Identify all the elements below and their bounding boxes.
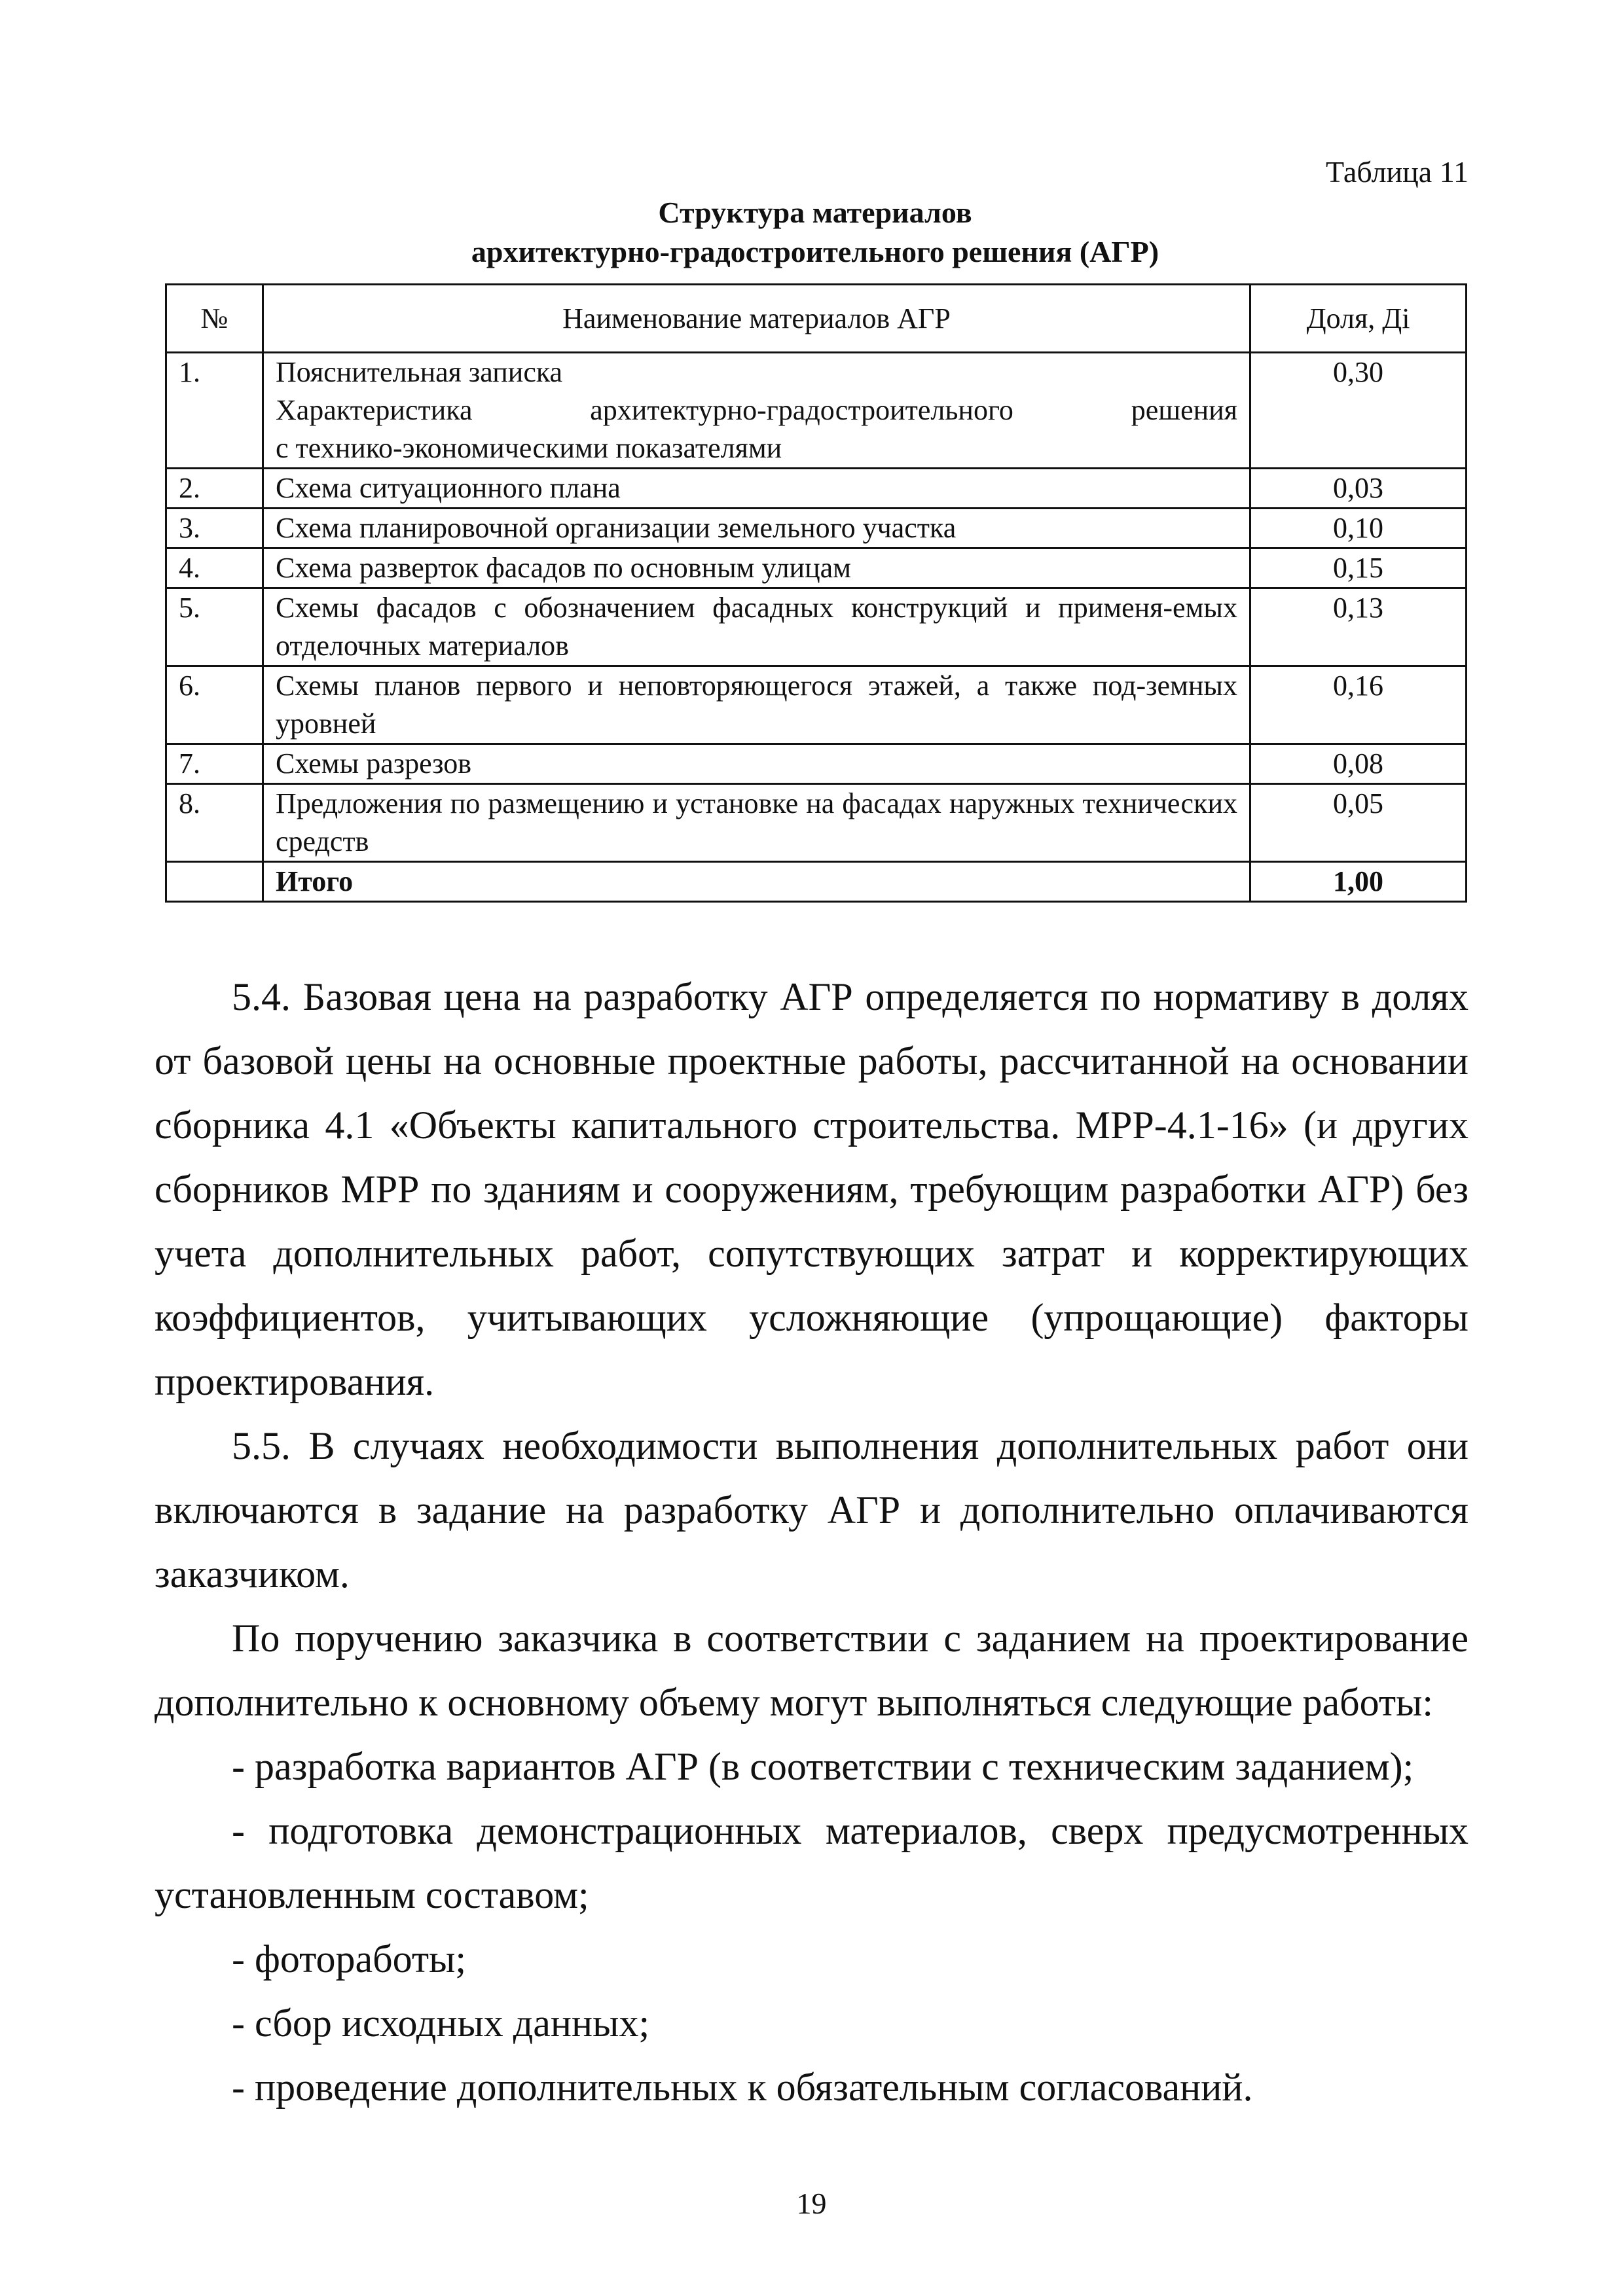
row-number: 5. [166, 588, 263, 666]
list-item: - разработка вариантов АГР (в соответствии с техническим заданием); [232, 1745, 1414, 1788]
table-row [166, 744, 1467, 784]
table-row [166, 509, 1467, 548]
table-total-row [166, 862, 1467, 902]
row-name: Схема разверток фасадов по основным улицам [263, 548, 1250, 588]
total-number-cell [166, 862, 263, 902]
table-row [166, 784, 1467, 862]
table-label: Таблица 11 [1325, 155, 1468, 188]
table-row [166, 469, 1467, 509]
row-name-line: Пояснительная записка [276, 356, 563, 388]
total-share: 1,00 [1250, 862, 1467, 902]
row-share: 0,10 [1250, 509, 1467, 548]
row-share: 0,08 [1250, 744, 1467, 784]
row-number: 3. [166, 509, 263, 548]
row-number: 4. [166, 548, 263, 588]
header-number: № [166, 285, 263, 353]
list-item: - проведение дополнительных к обязательным согласований. [232, 2066, 1253, 2109]
row-share: 0,30 [1250, 353, 1467, 469]
row-number: 2. [166, 469, 263, 509]
row-share: 0,05 [1250, 784, 1467, 862]
table-row [166, 666, 1467, 744]
row-name: Схемы фасадов с обозначением фасадных конструкций и применя-емых отделочных материалов [263, 588, 1250, 666]
header-name: Наименование материалов АГР [263, 285, 1250, 353]
body-text [155, 965, 1468, 2119]
row-share: 0,13 [1250, 588, 1467, 666]
table-row [166, 588, 1467, 666]
total-label: Итого [263, 862, 1250, 902]
materials-table [165, 283, 1467, 903]
table-row [166, 353, 1467, 469]
header-share: Доля, Дi [1250, 285, 1467, 353]
row-number: 1. [166, 353, 263, 469]
row-number: 7. [166, 744, 263, 784]
table-subtitle: архитектурно-градостроительного решения (АГР) [471, 235, 1159, 268]
row-number: 6. [166, 666, 263, 744]
row-share: 0,03 [1250, 469, 1467, 509]
row-name-line: с технико-экономическими показателями [276, 432, 782, 464]
row-number: 8. [166, 784, 263, 862]
row-name: Схемы планов первого и неповторяющегося этажей, а также под-земных уровней [263, 666, 1250, 744]
row-name: Схема ситуационного плана [263, 469, 1250, 509]
page-number: 19 [796, 2187, 827, 2220]
list-item: - подготовка демонстрационных материалов, сверх предусмотренных установленным составом; [155, 1809, 1468, 1916]
row-name [263, 353, 1250, 469]
row-name: Схема планировочной организации земельного участка [263, 509, 1250, 548]
row-name: Схемы разрезов [263, 744, 1250, 784]
paragraph: По поручению заказчика в соответствии с заданием на проектирование дополнительно к основному объему могут выполняться следующие работы: [155, 1617, 1468, 1724]
list-item: - фотоработы; [232, 1937, 467, 1981]
row-name: Предложения по размещению и установке на фасадах наружных технических средств [263, 784, 1250, 862]
table-row [166, 548, 1467, 588]
row-share: 0,15 [1250, 548, 1467, 588]
table-header-row [166, 285, 1467, 353]
list-item: - сбор исходных данных; [232, 2001, 650, 2045]
paragraph: 5.4. Базовая цена на разработку АГР определяется по нормативу в долях от базовой цены на основные проектные работы, рассчитанной на основании сборника 4.1 «Объекты капитального строительства. МРР-4.1-16» (и других сборников МРР по зданиям и сооружениям, требующим разработки АГР) без учета дополнительных работ, сопутствующих затрат и корректирующих коэффициентов, учитывающих усложняющие (упрощающие) факторы проектирования. [155, 975, 1468, 1403]
row-share: 0,16 [1250, 666, 1467, 744]
row-name-line: Характеристика архитектурно-градостроительного решения [276, 394, 1237, 426]
table-title: Структура материалов [658, 196, 972, 229]
paragraph: 5.5. В случаях необходимости выполнения дополнительных работ они включаются в задание на разработку АГР и дополнительно оплачиваются заказчиком. [155, 1424, 1468, 1596]
